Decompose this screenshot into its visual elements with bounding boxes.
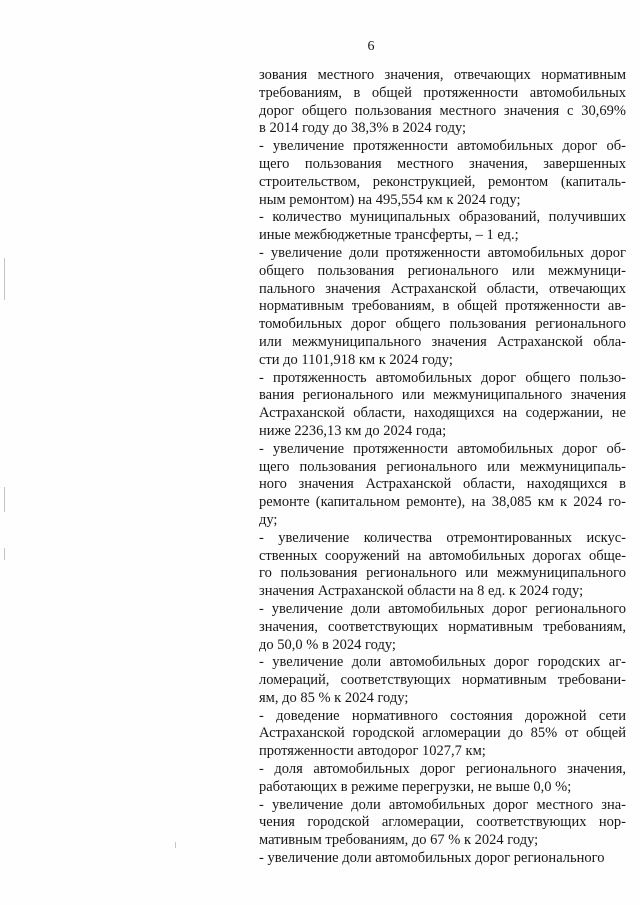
text-line: или межмуниципального значения Астраханской обла-	[259, 333, 626, 350]
paragraph	[259, 850, 626, 868]
text-line: значения, соответствующих нормативным требованиям,	[259, 618, 626, 635]
text-line: требованиям, в общей протяженности автомобильных	[259, 84, 626, 101]
paragraph	[259, 370, 626, 441]
text-line: мативным требованиям, до 67 % к 2024 году;	[259, 832, 539, 849]
text-line: ремонте (капитальном ремонте), на 38,085 км к 2024 го-	[259, 494, 626, 511]
paragraph	[259, 530, 626, 601]
text-line: - увеличение доли автомобильных дорог местного зна-	[259, 796, 626, 813]
text-line: ям, до 85 % к 2024 году;	[259, 689, 409, 706]
text-line: ным ремонтом) на 495,554 км к 2024 году;	[259, 191, 521, 208]
text-line: нормативным требованиям, в общей протяженности ав-	[259, 298, 626, 315]
text-line: ломераций, соответствующих нормативным требовани-	[259, 672, 626, 689]
text-line: - увеличение доли автомобильных дорог регионального	[259, 600, 626, 617]
text-line: иные межбюджетные трансферты, – 1 ед.;	[259, 227, 519, 244]
body-text	[259, 67, 626, 868]
scan-mark	[175, 842, 176, 848]
text-line: строительством, реконструкцией, ремонтом (капиталь-	[259, 173, 626, 190]
paragraph	[259, 654, 626, 707]
page-number: 6	[367, 39, 375, 54]
paragraph	[259, 797, 626, 850]
text-line: - количество муниципальных образований, получивших	[259, 209, 626, 226]
scan-mark	[4, 548, 5, 560]
text-line: ду;	[259, 511, 278, 528]
text-line: - доведение нормативного состояния дорожной сети	[259, 707, 626, 724]
text-line: общего пользования регионального или межмуници-	[259, 262, 626, 279]
text-line: - увеличение протяженности автомобильных дорог об-	[259, 138, 626, 155]
text-line: ниже 2236,13 км до 2024 года;	[259, 422, 447, 439]
text-line: ного значения Астраханской области, находящихся в	[259, 476, 626, 493]
text-line: - увеличение протяженности автомобильных дорог об-	[259, 440, 626, 457]
text-line: вания регионального или межмуниципального значения	[259, 387, 626, 404]
text-line: - увеличение количества отремонтированных искус-	[259, 529, 626, 546]
text-line: протяженности автодорог 1027,7 км;	[259, 743, 486, 760]
text-line: щего пользования местного значения, завершенных	[259, 155, 626, 172]
text-line: работающих в режиме перегрузки, не выше 0,0 %;	[259, 778, 572, 795]
text-line: щего пользования регионального или межмуниципаль-	[259, 458, 626, 475]
text-line: - увеличение доли автомобильных дорог регионального	[259, 850, 605, 867]
text-line: значения Астраханской области на 8 ед. к 2024 году;	[259, 583, 584, 600]
text-line: - увеличение доли протяженности автомобильных дорог	[259, 244, 626, 261]
text-line: пального значения Астраханской области, отвечающих	[259, 280, 626, 297]
paragraph	[259, 245, 626, 370]
text-line: - протяженность автомобильных дорог общего пользо-	[259, 369, 626, 386]
scan-mark	[4, 487, 5, 512]
paragraph	[259, 601, 626, 654]
paragraph	[259, 67, 626, 138]
text-line: томобильных дорог общего пользования регионального	[259, 316, 626, 333]
paragraph	[259, 441, 626, 530]
text-line: - увеличение доли автомобильных дорог городских аг-	[259, 654, 626, 671]
text-line: ственных сооружений на автомобильных дорогах обще-	[259, 547, 626, 564]
text-line: - доля автомобильных дорог регионального значения,	[259, 761, 626, 778]
paragraph	[259, 761, 626, 797]
paragraph	[259, 209, 626, 245]
text-line: зования местного значения, отвечающих нормативным	[259, 67, 626, 83]
text-line: Астраханской области, находящихся на содержании, не	[259, 405, 626, 422]
text-line: в 2014 году до 38,3% в 2024 году;	[259, 120, 467, 137]
text-line: до 50,0 % в 2024 году;	[259, 636, 396, 653]
paragraph	[259, 138, 626, 209]
text-line: чения городской агломерации, соответствующих нор-	[259, 814, 626, 831]
paragraph	[259, 708, 626, 761]
text-line: дорог общего пользования местного значения с 30,69%	[259, 102, 626, 119]
text-line: Астраханской городской агломерации до 85% от общей	[259, 725, 626, 742]
text-line: го пользования регионального или межмуниципального	[259, 565, 626, 582]
text-line: сти до 1101,918 км к 2024 году;	[259, 351, 453, 368]
scan-mark	[4, 258, 5, 300]
